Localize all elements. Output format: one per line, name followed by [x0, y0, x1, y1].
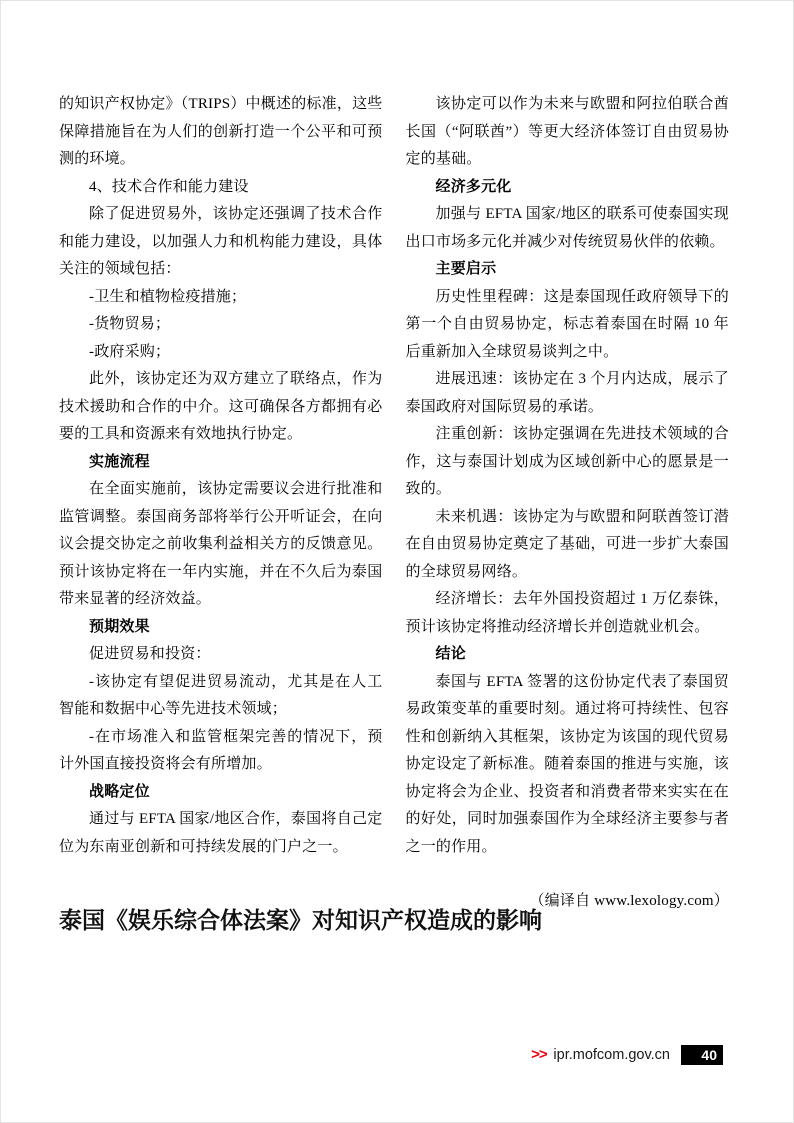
paragraph: 此外，该协定还为双方建立了联络点，作为技术援助和合作的中介。这可确保各方都拥有必要的工具和资源来有效地执行协定。 [59, 371, 383, 442]
footer-site-url: ipr.mofcom.gov.cn [553, 1047, 670, 1063]
paragraph: 该协定可以作为未来与欧盟和阿拉伯联合酋长国（“阿联酋”）等更大经济体签订自由贸易协定的基础。 [405, 96, 729, 167]
paragraph: 4、技术合作和能力建设 [89, 178, 249, 195]
chevron-right-icon: >> [530, 1046, 547, 1063]
paragraph: 战略定位 [89, 783, 150, 800]
paragraph: 经济多元化 [435, 178, 512, 195]
paragraph: -政府采购； [89, 343, 171, 360]
paragraph: 结论 [435, 646, 466, 662]
paragraph: 实施流程 [89, 453, 150, 470]
article-body [59, 91, 729, 916]
paragraph: 除了促进贸易外，该协定还强调了技术合作和能力建设，以加强人力和机构能力建设，具体关注的领域包括： [59, 206, 383, 277]
paragraph: -在市场准入和监管框架完善的情况下，预计外国直接投资将会有所增加。 [59, 728, 383, 772]
paragraph: 历史性里程碑：这是泰国现任政府领导下的第一个自由贸易协定，标志着泰国在时隔 10 年后重新加入全球贸易谈判之中。 [405, 288, 729, 360]
right-column [406, 91, 730, 916]
paragraph: 在全面实施前，该协定需要议会进行批准和监管调整。泰国商务部将举行公开听证会，在向议会提交协定之前收集利益相关方的反馈意见。预计该协定将在一年内实施，并在不久后为泰国带来显著的经济效益。 [59, 481, 383, 607]
page-footer [531, 1045, 723, 1065]
paragraph: 未来机遇：该协定为与欧盟和阿联酋签订潜在自由贸易协定奠定了基础，可进一步扩大泰国的全球贸易网络。 [405, 508, 729, 580]
paragraph: -卫生和植物检疫措施； [89, 288, 247, 305]
paragraph: 注重创新：该协定强调在先进技术领域的合作，这与泰国计划成为区域创新中心的愿景是一致的。 [405, 426, 729, 497]
page-number-badge: 40 [681, 1045, 723, 1065]
paragraph: 通过与 EFTA 国家/地区合作，泰国将自己定位为东南亚创新和可持续发展的门户之一。 [59, 811, 383, 855]
paragraph: -该协定有望促进贸易流动，尤其是在人工智能和数据中心等先进技术领域； [59, 673, 383, 717]
paragraph: 进展迅速：该协定在 3 个月内达成，展示了泰国政府对国际贸易的承诺。 [405, 371, 729, 415]
paragraph: 促进贸易和投资： [89, 646, 211, 662]
paragraph: 经济增长：去年外国投资超过 1 万亿泰铢，预计该协定将推动经济增长并创造就业机会。 [405, 591, 729, 635]
paragraph: （编译自 www.lexology.com） [529, 893, 729, 909]
paragraph: -货物贸易； [89, 316, 171, 332]
paragraph: 加强与 EFTA 国家/地区的联系可使泰国实现出口市场多元化并减少对传统贸易伙伴的依赖。 [405, 206, 729, 250]
paragraph: 的知识产权协定》（TRIPS）中概述的标准，这些保障措施旨在为人们的创新打造一个公平和可预测的环境。 [59, 96, 383, 167]
paragraph: 预期效果 [89, 618, 150, 635]
next-article-title: 泰国《娱乐综合体法案》对知识产权造成的影响 [59, 907, 542, 933]
paragraph: 主要启示 [435, 261, 497, 277]
paragraph: 泰国与 EFTA 签署的这份协定代表了泰国贸易政策变革的重要时刻。通过将可持续性、包容性和创新纳入其框架，该协定为该国的现代贸易协定设定了新标准。随着泰国的推进与实施，该协定将会为企业、投资者和消费者带来实实在在的好处，同时加强泰国作为全球经济主要参与者之一的作用。 [405, 673, 729, 855]
left-column [59, 91, 383, 916]
